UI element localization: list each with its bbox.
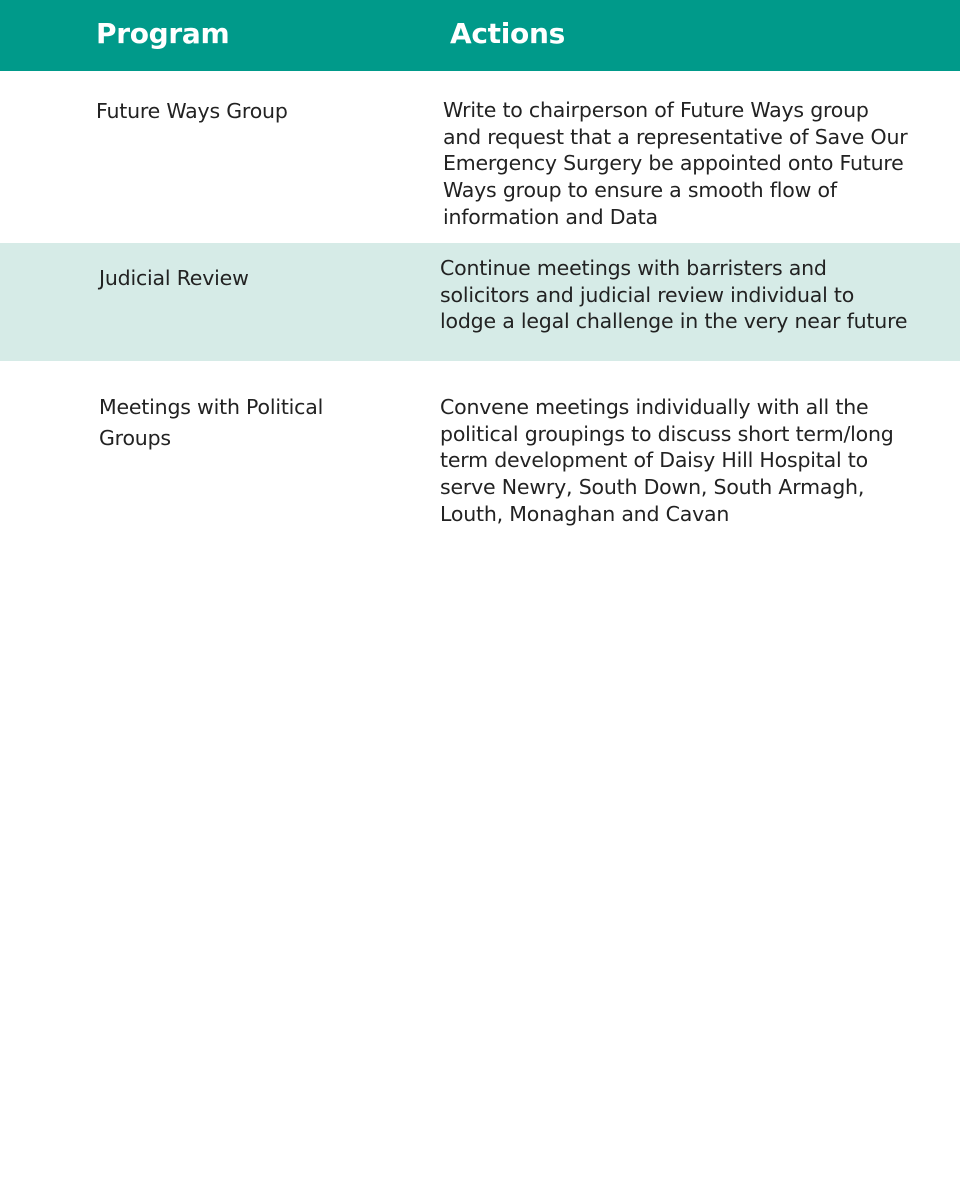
table-header [0,0,960,71]
table-row-judicial-review [0,243,960,361]
table-row-future-ways [0,71,960,243]
program-cell: Meetings with Political Groups [99,395,324,450]
action-cell: Continue meetings with barristers and solicitors and judicial review individual to lodge a legal challenge in the very near future [440,256,908,334]
header-actions: Actions [450,17,565,50]
header-program: Program [96,17,230,50]
program-cell: Judicial Review [99,266,249,290]
action-cell: Convene meetings individually with all the political groupings to discuss short term/long term development of Daisy Hill Hospital to serve Newry, South Down, South Armagh, Louth, Monaghan and Cavan [440,395,894,526]
program-cell: Future Ways Group [96,99,288,123]
action-cell: Write to chairperson of Future Ways group and request that a representative of Save Our Emergency Surgery be appointed onto Future Ways group to ensure a smooth flow of information and Data [443,98,908,229]
table-row-political-groups [0,361,960,541]
